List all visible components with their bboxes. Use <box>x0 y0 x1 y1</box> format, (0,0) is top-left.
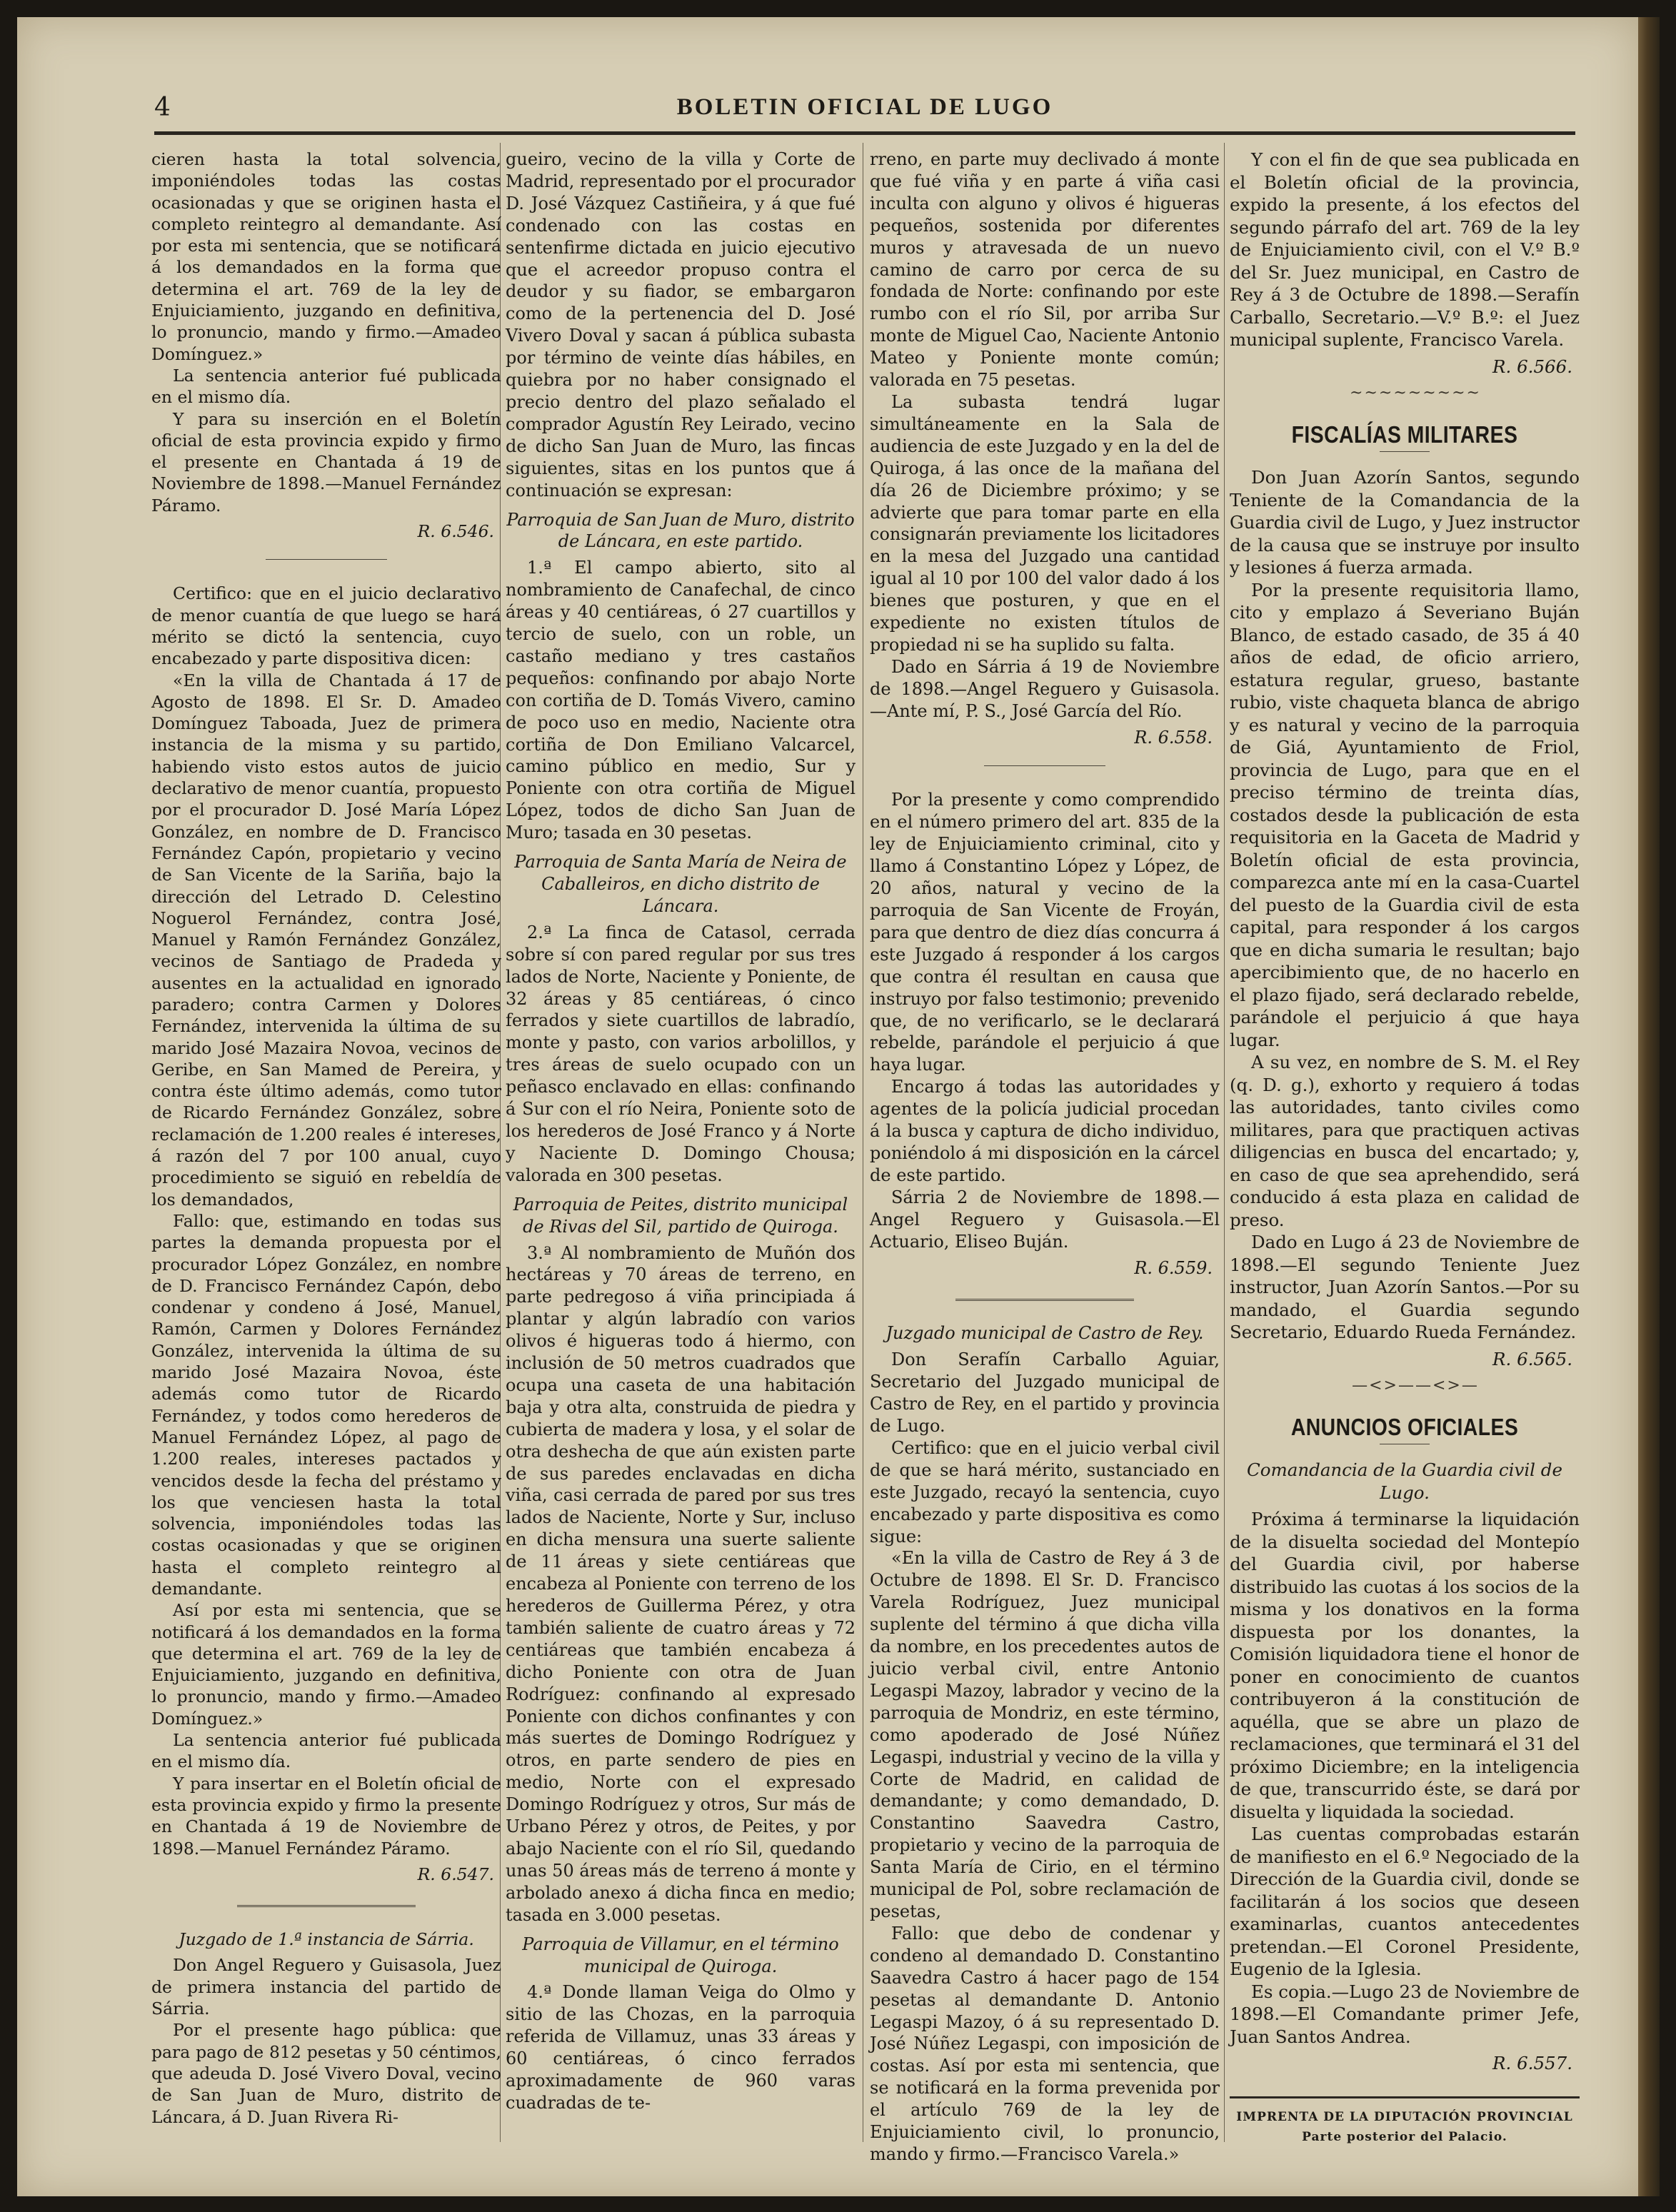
section-subtitle: Juzgado municipal de Castro de Rey. <box>885 1323 1204 1344</box>
paragraph: Próxima á terminarse la liquidación de la disuelta sociedad del Montepío del Guardia civil, por haberse distribuido las cuotas á los socios de la misma y los donativos en la forma dispuesta por los donantes, la Comisión liquidadora tiene el honor de poner en conocimiento de cuantos contribuyeron á la constitución de aquélla, que se abre un plazo de reclamaciones, que terminará el 31 del próximo Diciembre; en la inteligencia de que, transcurrido éste, se dará por disuelta y liquidada la sociedad. <box>1230 1509 1580 1822</box>
column-2 <box>506 149 855 2114</box>
paragraph: Por el presente hago pública: que para pago de 812 pesetas y 50 céntimos, que adeuda D. José Vivero Doval, vecino de San Juan de Muro, distrito de Láncara, á D. Juan Rivera Ri- <box>151 2020 501 2127</box>
separator-rule <box>266 559 387 560</box>
ornament-divider: ~~~~~~~~~ <box>1350 384 1481 402</box>
paragraph: rreno, en parte muy declivado á monte que fué viña y en parte á viña casi inculta con alguno y olivos é higueras pequeños, sostenida por diferentes muros y atravesada de un nuevo camino de carro por cerca de su fondada de Norte: confinando por este rumbo con el río Sil, por arriba Sur monte de Miguel Cao, Naciente Antonio Mateo y Poniente monte común; valorada en 75 pesetas. <box>870 149 1220 391</box>
paragraph: cieren hasta la total solvencia, imponiéndoles todas las costas ocasionadas y que se originen hasta el completo reintegro al demandante. Así por esta mi sentencia, que se notificará á los demandados en la forma que determina el art. 769 de la ley de Enjuiciamiento, juzgando en definitiva, lo pronuncio, mando y firmo.—Amadeo Domínguez.» <box>151 149 501 364</box>
imprint-line: IMPRENTA DE LA DIPUTACIÓN PROVINCIAL <box>1236 2109 1573 2124</box>
paragraph: Encargo á todas las autoridades y agentes de la policía judicial procedan á la busca y captura de dicho individuo, poniéndolo á mi disposición en la cárcel de este partido. <box>870 1077 1220 1185</box>
paragraph: «En la villa de Castro de Rey á 3 de Octubre de 1898. El Sr. D. Francisco Varela Rodríguez, Juez municipal suplente del término á que dicha villa da nombre, en los precedentes autos de juicio verbal civil, entre Antonio Legaspi Mazoy, labrador y vecino de la parroquia de Mondriz, en este término, como apoderado de José Núñez Legaspi, industrial y vecino de la villa y Corte de Madrid, en calidad de demandante; y como demandado, D. Constantino Saavedra Castro, propietario y vecino de la parroquia de Santa María de Cirio, en el término municipal de Pol, sobre reclamación de pesetas, <box>870 1548 1220 1921</box>
column-divider <box>1224 143 1225 2142</box>
ornament-divider: —<>——<>— <box>1352 1377 1479 1394</box>
paragraph: Don Serafín Carballo Aguiar, Secretario del Juzgado municipal de Castro de Rey, en el partido y provincia de Lugo. <box>870 1349 1220 1437</box>
section-subtitle: Parroquia de Villamur, en el término municipal de Quiroga. <box>522 1934 839 1976</box>
paragraph: 3.ª Al nombramiento de Muñón dos hectáreas y 70 áreas de terreno, en parte pedregoso á viña principiada á plantar y algún labradío con varios olivos é higueras todo á hiermo, con inclusión de 50 metros cuadrados que ocupa una caseta de una habitación baja y otra alta, construida de piedra y cubierta de madera y losa, y el solar de otra deshecha de que aún existen parte de sus paredes enclavadas en dicha viña, casi cerrada de pared por sus tres lados de Naciente, Norte y Sur, incluso en dicha mensura una suerte saliente de 11 áreas y siete centiáreas que encabeza al Poniente con terreno de los herederos de Guillerma Pérez, y otra también saliente de cuatro áreas y 72 centiáreas que también encabeza á dicho Poniente con otra de Juan Rodríguez: confinando al expresado Poniente con dichos confinantes y con más suertes de Domingo Rodríguez y otros, en parte sendero de pies en medio, Norte con el expresado Domingo Rodríguez y otros, Sur más de Urbano Pérez y otros, de Peites, y por abajo Naciente con el río Sil, quedando unas 50 áreas más de terreno á monte y arbolado anexo á dicha finca en medio; tasada en 3.000 pesetas. <box>506 1242 855 1925</box>
book-spine <box>1638 17 1660 2196</box>
separator-rule <box>237 1905 416 1907</box>
paragraph: 1.ª El campo abierto, sito al nombramiento de Canafechal, de cinco áreas y 40 centiáreas, ó 27 cuartillos y tercio de suelo, con un roble, un castaño mediano y tres castaños pequeños: confinando por abajo Norte con cortiña de D. Tomás Vivero, camino de poco uso en medio, Naciente otra cortiña de Don Emiliano Valcarcel, camino público en medio, Sur y Poniente con otra cortiña de Miguel López, todos de dicho San Juan de Muro; tasada en 30 pesetas. <box>506 558 855 843</box>
header-rule <box>154 131 1575 135</box>
reference-number: R. 6.566. <box>1492 356 1572 377</box>
newspaper-title: BOLETIN OFICIAL DE LUGO <box>676 94 1053 120</box>
section-subtitle: Parroquia de Peites, distrito municipal de Rivas del Sil, partido de Quiroga. <box>513 1194 848 1237</box>
separator-rule <box>955 1299 1134 1301</box>
paragraph: Fallo: que, estimando en todas sus partes la demanda propuesta por el procurador López González, en nombre de D. Francisco Fernández Capón, debo condenar y condeno á José, Manuel, Ramón, Carmen y Dolores Fernández González, intervenida la última de su marido José Mazaira Novoa, éste además como tutor de Ricardo Fernández, y todos como herederos de Manuel Fernández López, al pago de 1.200 reales, intereses pactados y vencidos desde la fecha del préstamo y los que venciesen hasta la total solvencia, imponiéndoles todas las costas ocasionadas y que se originen hasta el completo reintegro al demandante. <box>151 1210 501 1599</box>
paragraph: Certifico: que en el juicio verbal civil de que se hará mérito, sustanciado en este Juzgado, recayó la sentencia, cuyo encabezado y parte dispositiva es como sigue: <box>870 1437 1220 1547</box>
paragraph: Y para insertar en el Boletín oficial de esta provincia expido y firmo la presente en Chantada á 19 de Noviembre de 1898.—Manuel Fernández Páramo. <box>151 1773 501 1859</box>
paragraph: Y con el fin de que sea publicada en el Boletín oficial de la provincia, expido la presente, á los efectos del segundo párrafo del art. 769 de la ley de Enjuiciamiento civil, con el V.º B.º del Sr. Juez municipal, en Castro de Rey á 3 de Octubre de 1898.—Serafín Carballo, Secretario.—V.º B.º: el Juez municipal suplente, Francisco Varela. <box>1230 149 1580 350</box>
reference-number: R. 6.547. <box>417 1864 494 1884</box>
separator-rule <box>1380 451 1430 452</box>
paragraph: Así por esta mi sentencia, que se notificará á los demandados en la forma que determina el art. 769 de la ley de Enjuiciamiento, juzgando en definitiva, lo pronuncio, mando y firmo.—Amadeo Domínguez.» <box>151 1600 501 1729</box>
page-number: 4 <box>154 93 171 122</box>
paragraph: Y para su inserción en el Boletín oficial de esta provincia expido y firmo el presente en Chantada á 19 de Noviembre de 1898.—Manuel Fernández Páramo. <box>151 408 501 516</box>
paragraph: La sentencia anterior fué publicada en el mismo día. <box>151 1730 501 1772</box>
paragraph: Sárria 2 de Noviembre de 1898.—Angel Reguero y Guisasola.—El Actuario, Eliseo Buján. <box>870 1187 1220 1252</box>
paragraph: Dado en Sárria á 19 de Noviembre de 1898.—Angel Reguero y Guisasola. —Ante mí, P. S., José García del Río. <box>870 656 1220 721</box>
paragraph: 4.ª Donde llaman Veiga do Olmo y sitio de las Chozas, en la parroquia referida de Villamuz, unas 33 áreas y 60 centiáreas, ó cinco ferrados aproximadamente de 960 varas cuadradas de te- <box>506 1982 855 2113</box>
section-subtitle: Juzgado de 1.ª instancia de Sárria. <box>179 1929 474 1950</box>
paragraph: «En la villa de Chantada á 17 de Agosto de 1898. El Sr. D. Amadeo Domínguez Taboada, Juez de primera instancia de la misma y su partido, habiendo visto estos autos de juicio declarativo de menor cuantía, propuesto por el procurador D. José María López González, en nombre de D. Francisco Fernández Capón, propietario y vecino de San Vicente de la Sariña, bajo la dirección del Letrado D. Celestino Noguerol Fernández, contra José, Manuel y Ramón Fernández González, vecinos de Santiago de Pradeda y ausentes en la actualidad en ignorado paradero; contra Carmen y Dolores Fernández, intervenida la última de su marido José Mazaira Novoa, vecinos de Geribe, en San Mamed de Pereira, y contra éste último además, como tutor de Ricardo Fernández González, sobre reclamación de 1.200 reales é intereses, á razón del 7 por 100 anual, cuyo procedimiento se siguió en rebeldía de los demandados, <box>151 670 501 1210</box>
paragraph: Fallo: que debo de condenar y condeno al demandado D. Constantino Saavedra Castro á hacer pago de 154 pesetas al demandante D. Antonio Legaspi Mazoy, ó á su representado D. José Núñez Legaspi, con imposición de costas. Así por esta mi sentencia, que se notificará en la forma prevenida por el artículo 769 de la ley de Enjuiciamiento civil, lo pronuncio, mando y firmo.—Francisco Varela.» <box>870 1923 1220 2164</box>
section-heading: FISCALÍAS MILITARES <box>1291 421 1518 448</box>
paragraph: Dado en Lugo á 23 de Noviembre de 1898.—El segundo Teniente Juez instructor, Juan Azorín Santos.—Por su mandado, el Guardia segundo Secretario, Eduardo Rueda Fernández. <box>1230 1232 1580 1342</box>
column-3 <box>870 149 1220 2166</box>
imprint-line: Parte posterior del Palacio. <box>1302 2129 1507 2144</box>
page-header <box>154 93 1575 126</box>
paragraph: A su vez, en nombre de S. M. el Rey (q. D. g.), exhorto y requiero á todas las autoridades, tanto civiles como militares, para que practiquen activas diligencias en busca del encartado; y, en caso de que sea aprehendido, será conducido á esta plaza en calidad de preso. <box>1230 1052 1580 1230</box>
imprint-rule <box>1230 2096 1580 2098</box>
paragraph: Por la presente requisitoria llamo, cito y emplazo á Severiano Buján Blanco, de estado casado, de 35 á 40 años de edad, de oficio arriero, estatura regular, grueso, bastante rubio, viste chaqueta blanca de abrigo y es natural y vecino de la parroquia de Giá, Ayuntamiento de Friol, provincia de Lugo, para que en el preciso término de treinta días, costados desde la publicación de esta requisitoria en la Gaceta de Madrid y Boletín oficial de esta provincia, comparezca ante mí en la casa-Cuartel del puesto de la Guardia civil de esta capital, para responder á los cargos que en dicha sumaria le resultan; bajo apercibimiento que, de no hacerlo en el plazo fijado, será declarado rebelde, parándole el perjuicio á que haya lugar. <box>1230 579 1580 1050</box>
column-1 <box>151 149 501 2128</box>
paragraph: gueiro, vecino de la villa y Corte de Madrid, representado por el procurador D. José Vázquez Castiñeira, y á que fué condenado con las costas en sentenfirme dictada en juicio ejecutivo que el acreedor propuso contra el deudor y su fiador, se embargaron como de la pertenencia del D. José Vivero Doval y sacan á pública subasta por término de veinte días hábiles, en quiebra por no haber consignado el precio dentro del plazo señalado el comprador Agustín Rey Leirado, vecino de dicho San Juan de Muro, las fincas siguientes, sitas en los puntos que á continuación se expresan: <box>506 149 855 501</box>
reference-number: R. 6.565. <box>1492 1348 1572 1369</box>
section-subtitle: Comandancia de la Guardia civil de Lugo. <box>1247 1459 1562 1503</box>
reference-number: R. 6.546. <box>417 521 494 542</box>
paragraph: La subasta tendrá lugar simultáneamente en la Sala de audiencia de este Juzgado y en la del de Quiroga, á las once de la mañana del día 26 de Diciembre próximo; y se advierte que para tomar parte en ella consignarán previamente los licitadores en la mesa del Juzgado una cantidad igual al 10 por 100 del valor dado á los bienes que posturen, y que en el expediente no existen títulos de propiedad ni se ha suplido su falta. <box>870 391 1220 655</box>
section-subtitle: Parroquia de San Juan de Muro, distrito de Láncara, en este partido. <box>506 509 855 552</box>
paragraph: 2.ª La finca de Catasol, cerrada sobre sí con pared regular por sus tres lados de Norte, Naciente y Poniente, de 32 áreas y 85 centiáreas, ó cinco ferrados y siete cuartillos de labradío, monte y pasto, con varios arbolillos, y tres áreas de suelo ocupado con un peñasco enclavado en ellas: confinando á Sur con el río Neira, Poniente soto de los herederos de José Franco y á Norte y Naciente D. Domingo Chousa; valorada en 300 pesetas. <box>506 922 855 1185</box>
reference-number: R. 6.557. <box>1492 2053 1572 2073</box>
imprint-block <box>1230 2096 1580 2147</box>
paragraph: Don Juan Azorín Santos, segundo Teniente de la Comandancia de la Guardia civil de Lugo, y Juez instructor de la causa que se instruye por insulto y lesiones á fuerza armada. <box>1230 467 1580 578</box>
reference-number: R. 6.559. <box>1134 1257 1213 1278</box>
paragraph: Don Angel Reguero y Guisasola, Juez de primera instancia del partido de Sárria. <box>151 1955 501 2019</box>
paragraph: Por la presente y como comprendido en el número primero del art. 835 de la ley de Enjuiciamiento criminal, cito y llamo á Constantino López y López, de 20 años, natural y vecino de la parroquia de San Vicente de Froyán, para que dentro de diez días concurra á este Juzgado á responder á los cargos que contra él resultan en causa que instruyo por falso testimonio; prevenido que, de no verificarlo, se le declarará rebelde, parándole el perjuicio á que haya lugar. <box>870 790 1220 1075</box>
separator-rule <box>984 765 1105 766</box>
paragraph: La sentencia anterior fué publicada en el mismo día. <box>151 365 501 408</box>
section-subtitle: Parroquia de Santa María de Neira de Caballeiros, en dicho distrito de Láncara. <box>514 852 847 916</box>
column-4 <box>1230 149 1580 2147</box>
paragraph: Certifico: que en el juicio declarativo de menor cuantía de que luego se hará mérito se dictó la sentencia, cuyo encabezado y parte dispositiva dicen: <box>151 583 501 669</box>
section-heading: ANUNCIOS OFICIALES <box>1290 1413 1519 1440</box>
paragraph: Las cuentas comprobadas estarán de manifiesto en el 6.º Negociado de la Dirección de la Guardia civil, donde se facilitarán á los socios que deseen examinarlas, cuantos antecedentes pretendan.—El Coronel Presidente, Eugenio de la Iglesia. <box>1230 1824 1580 1979</box>
paragraph: Es copia.—Lugo 23 de Noviembre de 1898.—El Comandante primer Jefe, Juan Santos Andrea. <box>1230 1981 1580 2047</box>
reference-number: R. 6.558. <box>1134 727 1213 748</box>
